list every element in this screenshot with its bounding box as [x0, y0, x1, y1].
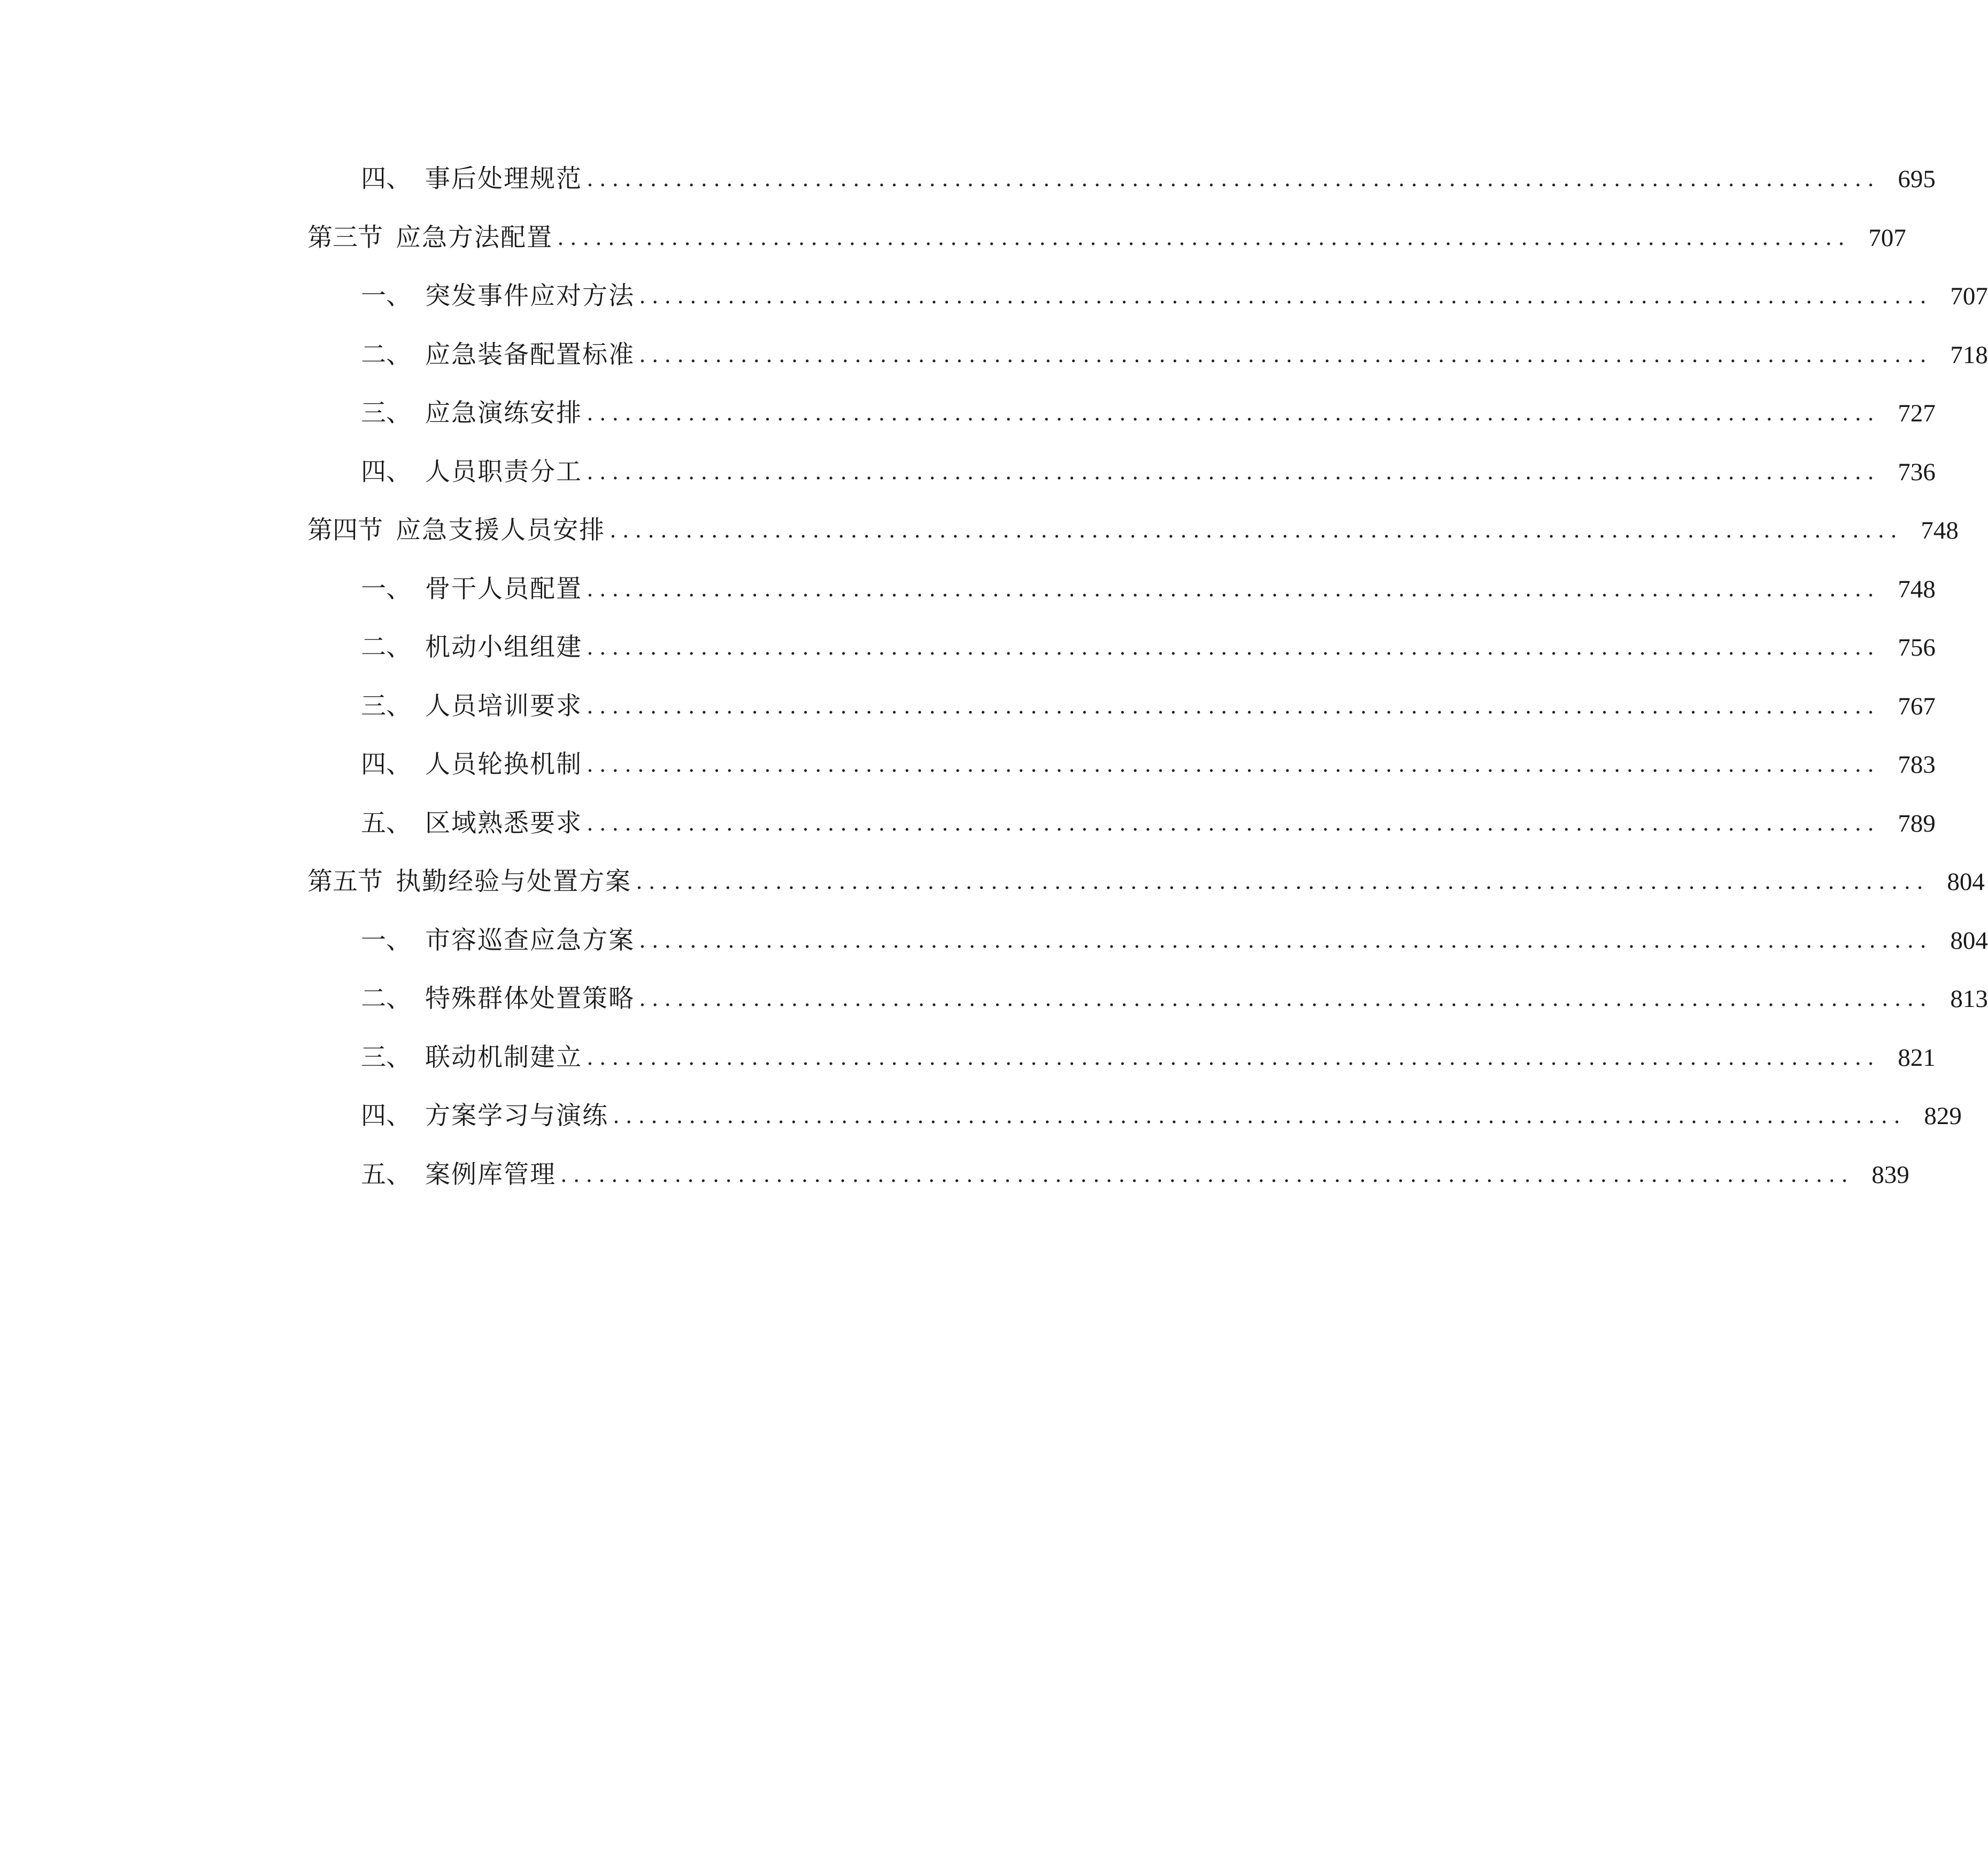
toc-entry-number: 二、: [361, 340, 411, 370]
toc-entry-number: 第三节: [307, 223, 383, 252]
dot-leader: ......................................................................................................: [587, 694, 1880, 719]
toc-entry[interactable]: [307, 1154, 1909, 1196]
toc-entry-title: 应急方法配置: [396, 223, 553, 252]
dot-leader: ......................................................................................................: [587, 811, 1880, 836]
dot-leader: ......................................................................................................: [587, 752, 1880, 777]
toc-entry[interactable]: [307, 392, 1936, 435]
dot-leader: ......................................................................................................: [587, 167, 1880, 191]
toc-entry-title: 骨干人员配置: [425, 574, 582, 604]
toc-entry[interactable]: [307, 802, 1936, 845]
toc-entry-number: 一、: [361, 574, 411, 604]
toc-entry-title: 人员轮换机制: [425, 750, 582, 779]
dot-leader: ......................................................................................................: [610, 518, 1903, 543]
dot-leader: ......................................................................................................: [557, 226, 1851, 250]
toc-entry-page: 821: [1898, 1044, 1936, 1072]
toc-entry-page: 813: [1950, 985, 1988, 1013]
toc-entry-page: 804: [1947, 868, 1985, 896]
toc-entry[interactable]: [307, 509, 1959, 552]
toc-entry-title: 突发事件应对方法: [425, 281, 635, 311]
toc-entry-title: 市容巡查应急方案: [425, 926, 635, 955]
toc-entry-page: 748: [1921, 517, 1959, 544]
toc-entry-title: 执勤经验与处置方案: [396, 867, 631, 896]
toc-entry-title: 应急演练安排: [425, 398, 582, 428]
toc-entry-number: 一、: [361, 281, 411, 311]
toc-entry-page: 804: [1950, 927, 1988, 955]
toc-entry-number: 二、: [361, 633, 411, 662]
dot-leader: ......................................................................................................: [639, 343, 1932, 367]
toc-entry[interactable]: [307, 626, 1936, 669]
toc-entry[interactable]: [307, 919, 1988, 962]
toc-entry[interactable]: [307, 451, 1936, 494]
dot-leader: ......................................................................................................: [587, 1045, 1880, 1070]
dot-leader: ......................................................................................................: [639, 928, 1932, 953]
toc-entry-number: 一、: [361, 926, 411, 955]
dot-leader: ......................................................................................................: [587, 577, 1880, 602]
toc-entry-page: 718: [1950, 341, 1988, 369]
toc-entry-number: 四、: [361, 457, 411, 487]
toc-entry-page: 707: [1868, 224, 1906, 252]
toc-entry-page: 707: [1950, 282, 1988, 310]
dot-leader: ......................................................................................................: [587, 460, 1880, 485]
toc-entry-page: 756: [1898, 634, 1936, 662]
toc-entry-number: 三、: [361, 398, 411, 428]
toc-entry[interactable]: [307, 685, 1936, 728]
toc-entry-title: 应急支援人员安排: [396, 516, 605, 545]
toc-entry-title: 特殊群体处置策略: [425, 984, 635, 1013]
toc-entry[interactable]: [307, 978, 1988, 1020]
toc-entry-title: 机动小组组建: [425, 633, 582, 662]
toc-entry[interactable]: [307, 1036, 1936, 1079]
toc-entry-page: 839: [1871, 1161, 1909, 1189]
toc-entry-title: 案例库管理: [425, 1160, 556, 1189]
toc-entry-page: 748: [1898, 575, 1936, 603]
dot-leader: ......................................................................................................: [639, 987, 1932, 1011]
dot-leader: ......................................................................................................: [613, 1104, 1906, 1128]
toc-entry-title: 事后处理规范: [425, 164, 582, 194]
toc-entry-number: 四、: [361, 164, 411, 194]
toc-entry-page: 829: [1924, 1102, 1962, 1130]
dot-leader: ......................................................................................................: [560, 1163, 1854, 1187]
toc-entry-number: 三、: [361, 1043, 411, 1072]
toc-entry-page: 695: [1898, 165, 1936, 193]
toc-entry[interactable]: [307, 158, 1936, 201]
toc-entry-number: 第四节: [307, 516, 383, 545]
toc-entry-title: 区域熟悉要求: [425, 809, 582, 838]
toc-entry[interactable]: [307, 1095, 1962, 1137]
toc-entry-number: 五、: [361, 1160, 411, 1189]
toc-entry-number: 五、: [361, 809, 411, 838]
toc-entry-title: 联动机制建立: [425, 1043, 582, 1072]
toc-entry-number: 四、: [361, 1101, 411, 1131]
toc-entry-number: 四、: [361, 750, 411, 779]
toc-entry-number: 三、: [361, 691, 411, 721]
dot-leader: ......................................................................................................: [587, 635, 1880, 660]
toc-entry[interactable]: [307, 334, 1988, 376]
toc-entry-title: 方案学习与演练: [425, 1101, 608, 1131]
toc-entry[interactable]: [307, 217, 1906, 259]
dot-leader: ......................................................................................................: [636, 870, 1929, 894]
toc-entry-number: 二、: [361, 984, 411, 1013]
toc-entry-title: 人员职责分工: [425, 457, 582, 487]
toc-entry[interactable]: [307, 275, 1988, 318]
toc-entry-title: 人员培训要求: [425, 691, 582, 721]
toc-entry-page: 783: [1898, 751, 1936, 779]
toc-entry-page: 727: [1898, 399, 1936, 427]
toc-entry[interactable]: [307, 568, 1936, 611]
toc-entry-number: 第五节: [307, 867, 383, 896]
toc-entry-title: 应急装备配置标准: [425, 340, 635, 370]
toc-entry[interactable]: [307, 860, 1985, 903]
toc-entry-page: 789: [1898, 810, 1936, 837]
toc-entry[interactable]: [307, 743, 1936, 786]
toc-entry-page: 767: [1898, 693, 1936, 720]
toc-entry-page: 736: [1898, 458, 1936, 486]
dot-leader: ......................................................................................................: [639, 284, 1932, 309]
dot-leader: ......................................................................................................: [587, 401, 1880, 426]
